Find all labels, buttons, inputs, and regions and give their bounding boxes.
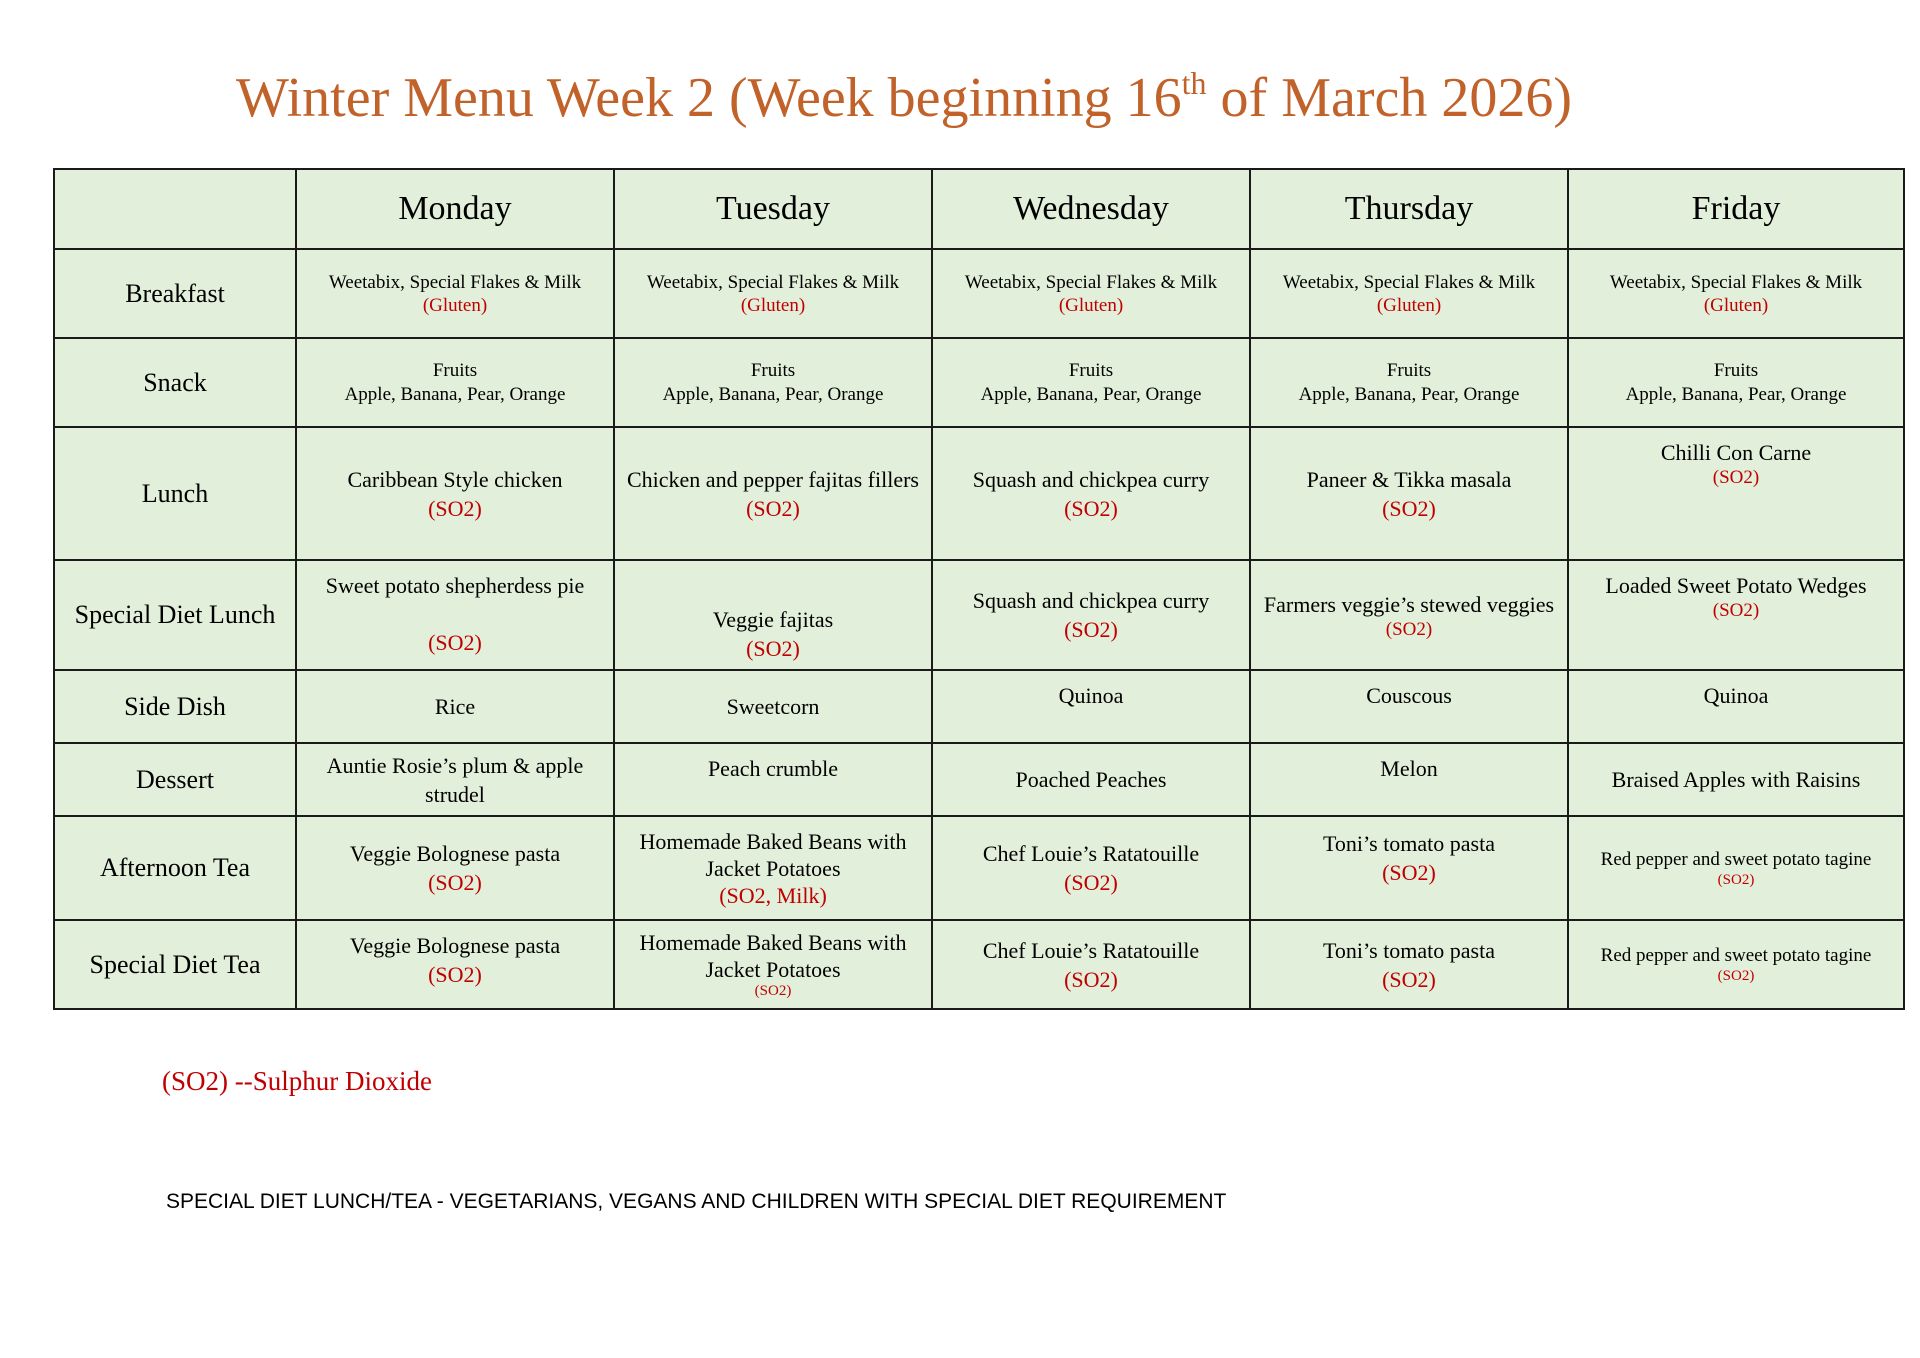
allergen-note: (SO2) bbox=[746, 636, 800, 661]
menu-cell bbox=[1568, 249, 1904, 338]
table-row bbox=[54, 560, 1904, 670]
menu-cell bbox=[614, 427, 932, 560]
menu-cell bbox=[1250, 920, 1568, 1009]
corner-cell bbox=[54, 169, 296, 249]
table-row bbox=[54, 920, 1904, 1009]
dish-name: Fruits bbox=[750, 359, 796, 381]
table-row bbox=[54, 816, 1904, 920]
dish-name: Sweetcorn bbox=[726, 694, 820, 719]
allergen-note: (SO2) bbox=[1064, 966, 1118, 992]
menu-cell bbox=[1568, 560, 1904, 670]
day-header-tuesday: Tuesday bbox=[614, 169, 932, 249]
menu-cell bbox=[932, 249, 1250, 338]
dish-name: Chef Louie’s Ratatouille bbox=[982, 937, 1200, 963]
meal-label-dessert: Dessert bbox=[54, 743, 296, 816]
meal-label-side-dish: Side Dish bbox=[54, 670, 296, 743]
dish-name: Homemade Baked Beans with Jacket Potatoes bbox=[639, 930, 907, 982]
menu-cell bbox=[614, 670, 932, 743]
day-header-monday: Monday bbox=[296, 169, 614, 249]
dish-name: Red pepper and sweet potato tagine bbox=[1600, 848, 1872, 870]
meal-label-afternoon-tea: Afternoon Tea bbox=[54, 816, 296, 920]
dish-name: Weetabix, Special Flakes & Milk bbox=[1282, 271, 1536, 293]
dish-name: Braised Apples with Raisins bbox=[1611, 767, 1861, 792]
page-title bbox=[236, 62, 1572, 134]
allergen-note: (SO2) bbox=[1717, 871, 1755, 888]
menu-cell bbox=[932, 743, 1250, 816]
allergen-note: (SO2) bbox=[428, 495, 482, 521]
allergen-note: (Gluten) bbox=[422, 294, 488, 316]
dish-name: Red pepper and sweet potato tagine bbox=[1600, 945, 1872, 966]
allergen-note: (Gluten) bbox=[1058, 294, 1124, 316]
menu-cell bbox=[932, 338, 1250, 427]
dish-name: Peach crumble bbox=[707, 756, 839, 781]
day-header-thursday: Thursday bbox=[1250, 169, 1568, 249]
menu-cell bbox=[932, 816, 1250, 920]
menu-cell bbox=[1250, 427, 1568, 560]
allergen-note: (SO2) bbox=[1064, 617, 1118, 642]
menu-cell bbox=[932, 920, 1250, 1009]
meal-label-breakfast: Breakfast bbox=[54, 249, 296, 338]
allergen-note: (SO2, Milk) bbox=[719, 882, 827, 908]
dish-name: Veggie Bolognese pasta bbox=[349, 841, 561, 866]
menu-cell bbox=[296, 560, 614, 670]
dish-name: Fruits bbox=[1386, 359, 1432, 381]
meal-label-snack: Snack bbox=[54, 338, 296, 427]
dish-name: Caribbean Style chicken bbox=[347, 466, 563, 492]
allergen-note: (SO2) bbox=[1064, 870, 1118, 895]
dish-name: Quinoa bbox=[1058, 683, 1124, 708]
title-tail: of March 2026) bbox=[1206, 67, 1572, 129]
dish-name: Chef Louie’s Ratatouille bbox=[982, 841, 1200, 866]
table-row bbox=[54, 427, 1904, 560]
menu-cell bbox=[296, 249, 614, 338]
menu-cell bbox=[296, 670, 614, 743]
meal-label-special-diet-tea: Special Diet Tea bbox=[54, 920, 296, 1009]
dish-name: Fruits bbox=[1068, 359, 1114, 381]
menu-cell bbox=[296, 920, 614, 1009]
allergen-note: (SO2) bbox=[428, 870, 482, 895]
menu-cell bbox=[1250, 249, 1568, 338]
menu-cell bbox=[296, 427, 614, 560]
dish-name: Squash and chickpea curry bbox=[972, 466, 1210, 492]
dish-name: Farmers veggie’s stewed veggies bbox=[1263, 591, 1555, 617]
allergen-note: (SO2) bbox=[1382, 860, 1436, 885]
allergen-note: (SO2) bbox=[1712, 467, 1760, 488]
dish-detail: Apple, Banana, Pear, Orange bbox=[1298, 383, 1520, 405]
menu-cell bbox=[1568, 816, 1904, 920]
table-row bbox=[54, 338, 1904, 427]
menu-table bbox=[53, 168, 1905, 1010]
menu-cell bbox=[1568, 670, 1904, 743]
allergen-note: (SO2) bbox=[428, 630, 482, 655]
dish-name: Toni’s tomato pasta bbox=[1323, 831, 1495, 856]
allergen-legend: (SO2) --Sulphur Dioxide bbox=[162, 1066, 432, 1096]
menu-cell bbox=[932, 670, 1250, 743]
allergen-note: (SO2) bbox=[1382, 966, 1436, 992]
menu-cell bbox=[1568, 920, 1904, 1009]
dish-detail: Apple, Banana, Pear, Orange bbox=[980, 383, 1202, 405]
allergen-note: (Gluten) bbox=[1703, 294, 1769, 316]
header-row bbox=[54, 169, 1904, 249]
dish-name: Weetabix, Special Flakes & Milk bbox=[964, 271, 1218, 293]
menu-cell bbox=[932, 427, 1250, 560]
dish-name: Paneer & Tikka masala bbox=[1306, 466, 1512, 492]
dish-name: Weetabix, Special Flakes & Milk bbox=[1609, 271, 1863, 293]
dish-name: Chicken and pepper fajitas fillers bbox=[626, 466, 919, 492]
menu-cell bbox=[614, 743, 932, 816]
menu-cell bbox=[614, 816, 932, 920]
title-superscript: th bbox=[1181, 65, 1207, 102]
menu-cell bbox=[296, 338, 614, 427]
meal-label-special-diet-lunch: Special Diet Lunch bbox=[54, 560, 296, 670]
menu-cell bbox=[1568, 338, 1904, 427]
dish-name: Loaded Sweet Potato Wedges bbox=[1605, 573, 1867, 598]
menu-cell bbox=[1568, 743, 1904, 816]
dish-name: Veggie fajitas bbox=[712, 607, 834, 632]
dish-name: Poached Peaches bbox=[1015, 767, 1167, 792]
dish-name: Chilli Con Carne bbox=[1660, 440, 1812, 465]
table-row bbox=[54, 743, 1904, 816]
dish-name: Quinoa bbox=[1703, 683, 1769, 708]
dish-name: Weetabix, Special Flakes & Milk bbox=[328, 271, 582, 293]
allergen-note: (Gluten) bbox=[740, 294, 806, 316]
dish-detail: Apple, Banana, Pear, Orange bbox=[344, 383, 566, 405]
meal-label-lunch: Lunch bbox=[54, 427, 296, 560]
dish-name: Sweet potato shepherdess pie bbox=[325, 573, 585, 598]
dish-detail: Apple, Banana, Pear, Orange bbox=[1625, 383, 1847, 405]
dish-name: Homemade Baked Beans with Jacket Potatoes bbox=[639, 828, 907, 881]
menu-cell bbox=[614, 920, 932, 1009]
menu-cell bbox=[1568, 427, 1904, 560]
allergen-note: (SO2) bbox=[746, 495, 800, 521]
allergen-note: (SO2) bbox=[1385, 618, 1433, 640]
menu-cell bbox=[1250, 743, 1568, 816]
menu-cell bbox=[614, 338, 932, 427]
menu-cell bbox=[1250, 816, 1568, 920]
dish-name: Toni’s tomato pasta bbox=[1323, 937, 1495, 963]
special-diet-footnote: SPECIAL DIET LUNCH/TEA - VEGETARIANS, VEGANS AND CHILDREN WITH SPECIAL DIET REQUIREMENT bbox=[166, 1190, 1227, 1213]
dish-name: Fruits bbox=[1713, 359, 1759, 381]
menu-cell bbox=[932, 560, 1250, 670]
menu-cell bbox=[1250, 338, 1568, 427]
table-row bbox=[54, 670, 1904, 743]
day-header-wednesday: Wednesday bbox=[932, 169, 1250, 249]
menu-cell bbox=[296, 816, 614, 920]
menu-cell bbox=[614, 560, 932, 670]
menu-cell bbox=[1250, 670, 1568, 743]
dish-name: Squash and chickpea curry bbox=[972, 588, 1210, 613]
table-row bbox=[54, 249, 1904, 338]
allergen-note: (Gluten) bbox=[1376, 294, 1442, 316]
allergen-note: (SO2) bbox=[754, 983, 792, 999]
menu-cell bbox=[296, 743, 614, 816]
day-header-friday: Friday bbox=[1568, 169, 1904, 249]
allergen-note: (SO2) bbox=[428, 962, 482, 987]
title-main: Winter Menu Week 2 (Week beginning 16 bbox=[236, 67, 1182, 129]
allergen-note: (SO2) bbox=[1712, 600, 1760, 621]
allergen-note: (SO2) bbox=[1064, 495, 1118, 521]
dish-name: Weetabix, Special Flakes & Milk bbox=[646, 271, 900, 293]
dish-name: Fruits bbox=[432, 359, 478, 381]
menu-cell bbox=[1250, 560, 1568, 670]
dish-detail: Apple, Banana, Pear, Orange bbox=[662, 383, 884, 405]
dish-name: Couscous bbox=[1366, 683, 1452, 708]
allergen-note: (SO2) bbox=[1382, 495, 1436, 521]
allergen-note: (SO2) bbox=[1717, 968, 1755, 984]
dish-name: Veggie Bolognese pasta bbox=[349, 933, 561, 958]
dish-name: Rice bbox=[434, 694, 476, 719]
menu-cell bbox=[614, 249, 932, 338]
dish-name: Melon bbox=[1380, 756, 1438, 781]
dish-name: Auntie Rosie’s plum & apple strudel bbox=[326, 752, 584, 807]
